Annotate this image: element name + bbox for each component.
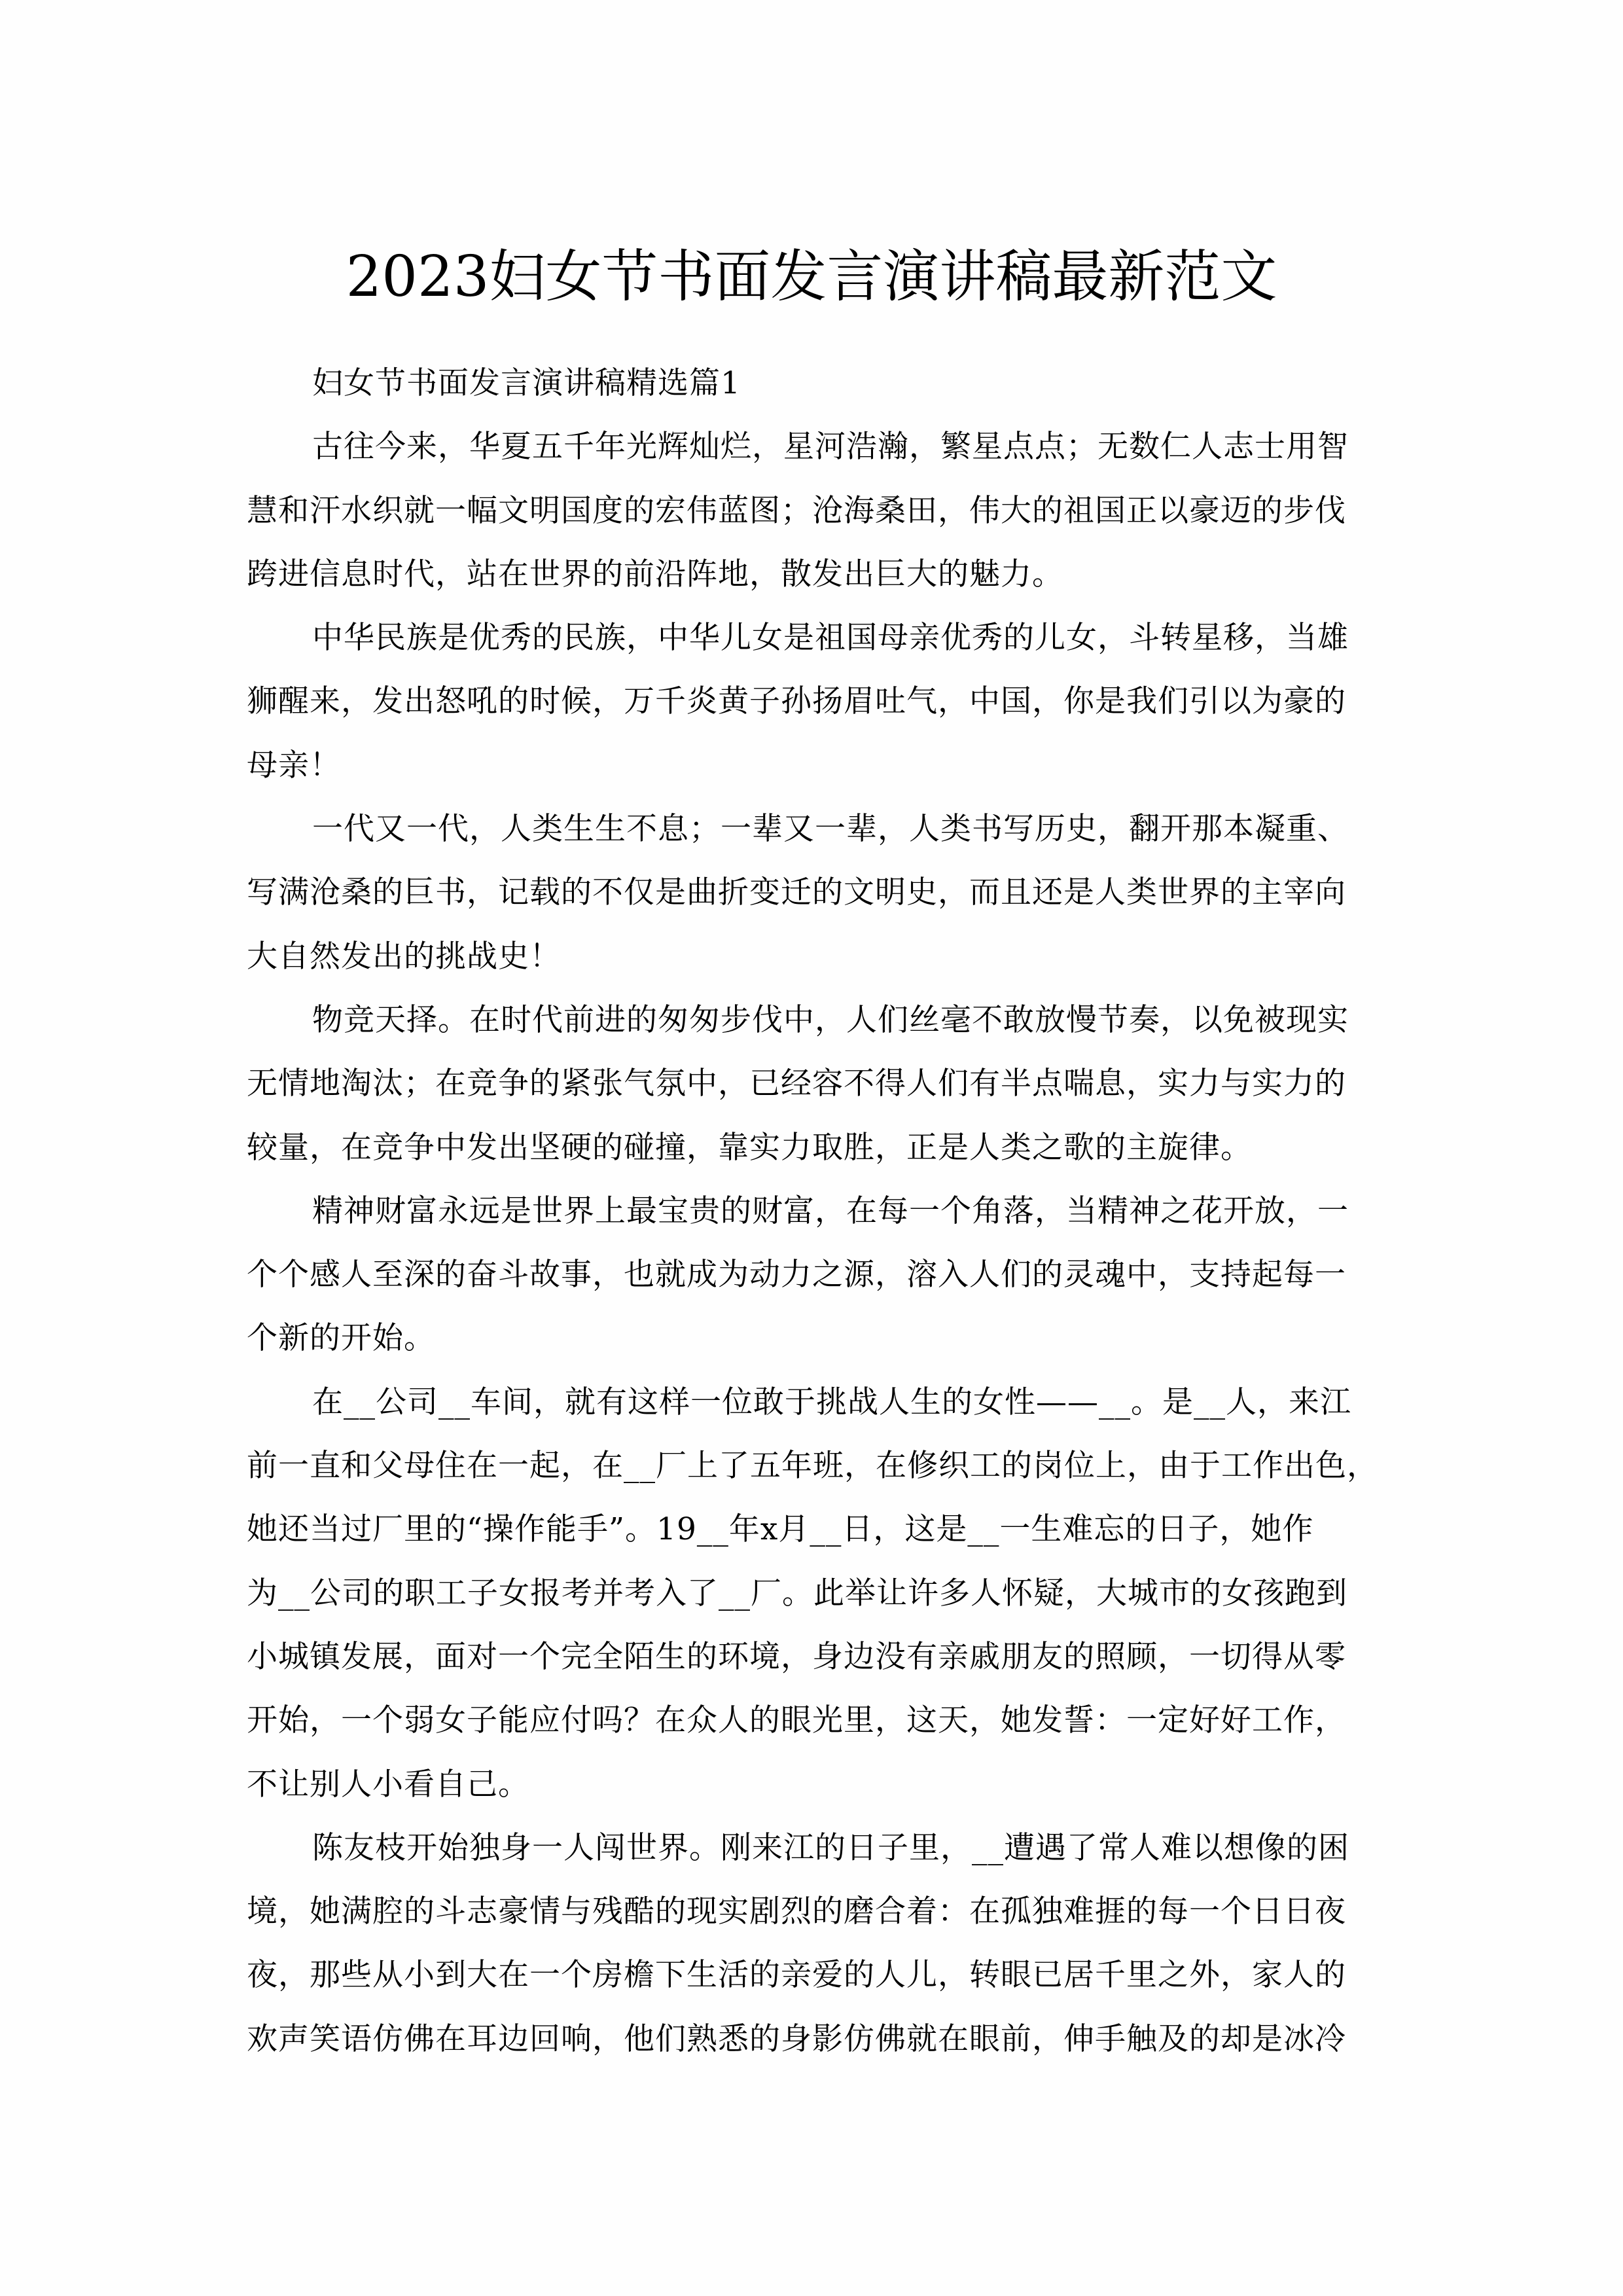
paragraph-6-line-1: 在__公司__车间，就有这样一位敢于挑战人生的女性——__。是__人，来江	[312, 1384, 1351, 1420]
paragraph-7-line-1: 陈友枝开始独身一人闯世界。刚来江的日子里，__遭遇了常人难以想像的困	[312, 1829, 1349, 1866]
paragraph-3-line-3: 大自然发出的挑战史！	[247, 938, 561, 975]
paragraph-2-line-2: 狮醒来，发出怒吼的时候，万千炎黄子孙扬眉吐气，中国，你是我们引以为豪的	[247, 683, 1346, 720]
section-heading: 妇女节书面发言演讲稿精选篇1	[312, 365, 741, 401]
paragraph-6-line-5: 小城镇发展，面对一个完全陌生的环境，身边没有亲戚朋友的照顾，一切得从零	[247, 1638, 1346, 1675]
paragraph-1-line-2: 慧和汗水织就一幅文明国度的宏伟蓝图；沧海桑田，伟大的祖国正以豪迈的步伐	[247, 492, 1346, 529]
paragraph-2-line-3: 母亲！	[247, 747, 341, 783]
paragraph-7-line-4: 欢声笑语仿佛在耳边回响，他们熟悉的身影仿佛就在眼前，伸手触及的却是冰冷	[247, 2020, 1346, 2057]
paragraph-3-line-2: 写满沧桑的巨书，记载的不仅是曲折变迁的文明史，而且还是人类世界的主宰向	[247, 874, 1346, 911]
paragraph-5-line-1: 精神财富永远是世界上最宝贵的财富，在每一个角落，当精神之花开放，一	[312, 1193, 1349, 1229]
paragraph-5-line-3: 个新的开始。	[247, 1320, 435, 1357]
paragraph-6-line-2: 前一直和父母住在一起，在__厂上了五年班，在修织工的岗位上，由于工作出色，	[247, 1448, 1378, 1484]
paragraph-3-line-1: 一代又一代，人类生生不息；一辈又一辈，人类书写历史，翻开那本凝重、	[312, 811, 1349, 848]
paragraph-4-line-3: 较量，在竞争中发出坚硬的碰撞，靠实力取胜，正是人类之歌的主旋律。	[247, 1129, 1252, 1166]
paragraph-5-line-2: 个个感人至深的奋斗故事，也就成为动力之源，溶入人们的灵魂中，支持起每一	[247, 1257, 1346, 1293]
paragraph-7-line-3: 夜，那些从小到大在一个房檐下生活的亲爱的人儿，转眼已居千里之外，家人的	[247, 1957, 1346, 1994]
document-body	[247, 351, 1385, 2071]
paragraph-4-line-1: 物竞天择。在时代前进的匆匆步伐中，人们丝毫不敢放慢节奏，以免被现实	[312, 1001, 1349, 1038]
paragraph-6-line-7: 不让别人小看自己。	[247, 1766, 529, 1803]
paragraph-6-line-4: 为__公司的职工子女报考并考入了__厂。此举让许多人怀疑，大城市的女孩跑到	[247, 1575, 1347, 1611]
paragraph-2-line-1: 中华民族是优秀的民族，中华儿女是祖国母亲优秀的儿女，斗转星移，当雄	[312, 620, 1349, 656]
paragraph-6-line-3: 她还当过厂里的“操作能手”。19__年x月__日，这是__一生难忘的日子，她作	[247, 1511, 1314, 1548]
paragraph-1-line-3: 跨进信息时代，站在世界的前沿阵地，散发出巨大的魅力。	[247, 556, 1063, 592]
paragraph-7-line-2: 境，她满腔的斗志豪情与残酷的现实剧烈的磨合着：在孤独难捱的每一个日日夜	[247, 1893, 1346, 1930]
paragraph-4-line-2: 无情地淘汰；在竞争的紧张气氛中，已经容不得人们有半点喘息，实力与实力的	[247, 1066, 1346, 1102]
document-title: 2023妇女节书面发言演讲稿最新范文	[346, 243, 1277, 310]
paragraph-6-line-6: 开始，一个弱女子能应付吗？在众人的眼光里，这天，她发誓：一定好好工作，	[247, 1702, 1346, 1739]
paragraph-1-line-1: 古往今来，华夏五千年光辉灿烂，星河浩瀚，繁星点点；无数仁人志士用智	[312, 429, 1349, 465]
